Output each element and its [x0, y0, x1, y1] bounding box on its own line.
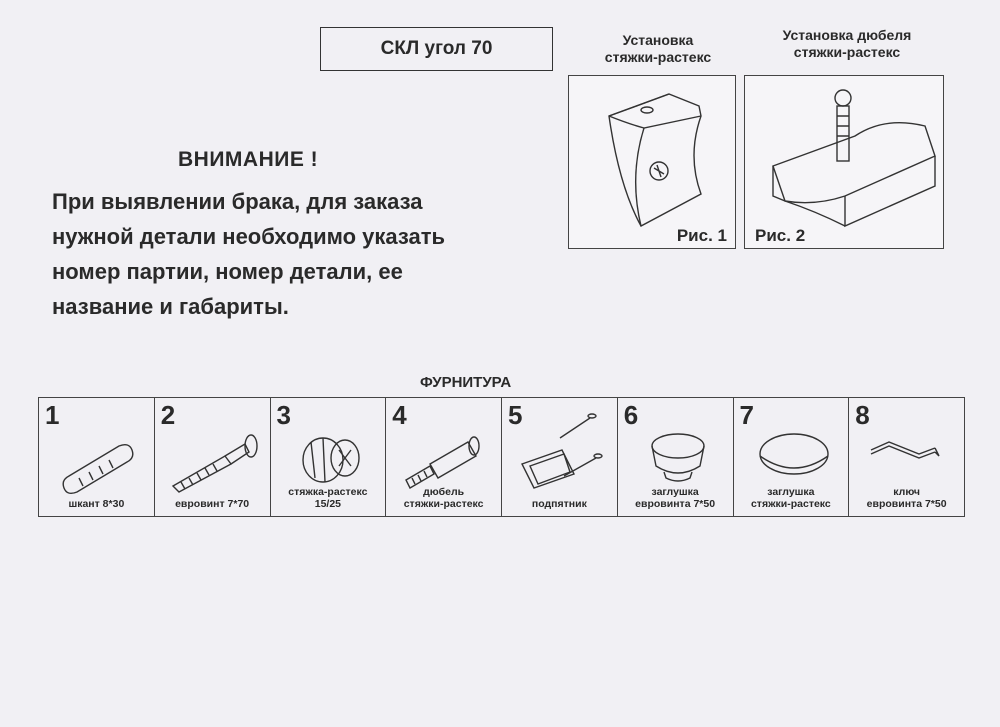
notice-line: название и габариты.: [52, 294, 289, 319]
fitting-item-cam-lock: [271, 398, 387, 516]
fitting-item-cam-cap: [734, 398, 850, 516]
fitting-item-cam-dowel: [386, 398, 502, 516]
notice-heading: ВНИМАНИЕ !: [178, 148, 319, 171]
fitting-number: 2: [160, 400, 176, 430]
fitting-label: заглушка евровинта 7*50: [635, 486, 716, 510]
document-title: [320, 27, 553, 71]
fitting-number: 7: [739, 400, 754, 430]
fitting-item-hex-key: [849, 398, 964, 516]
fitting-number: 6: [623, 400, 639, 430]
figure-2-caption: Установка дюбеля стяжки-растекс: [782, 27, 912, 60]
notice-body: [52, 184, 572, 324]
fitting-number: 1: [45, 400, 60, 430]
notice-line: При выявлении брака, для заказа: [52, 189, 423, 214]
fitting-label: стяжка-растекс 15/25: [288, 486, 368, 510]
fitting-label: дюбель стяжки-растекс: [403, 486, 484, 510]
figure-2-box: [744, 75, 944, 249]
fitting-label: ключ евровинта 7*50: [866, 486, 947, 510]
figure-1-caption: Установка стяжки-растекс: [604, 32, 712, 65]
figure-2-drawing: [745, 76, 945, 250]
fitting-item-glide: [502, 398, 618, 516]
figure-1-label: Рис. 1: [676, 226, 727, 245]
fittings-title: ФУРНИТУРА: [420, 374, 512, 391]
fittings-table: [38, 397, 965, 517]
fitting-number: 3: [276, 400, 291, 430]
fitting-number: 8: [855, 400, 870, 430]
fitting-number: 4: [392, 400, 407, 430]
figure-1-drawing: [569, 76, 737, 250]
fitting-label: евровинт 7*70: [175, 498, 250, 510]
fitting-number: 5: [508, 400, 523, 430]
fitting-label: подпятник: [531, 498, 587, 510]
fitting-item-dowel: [39, 398, 155, 516]
figure-2-label: Рис. 2: [755, 226, 806, 245]
fitting-label: шкант 8*30: [68, 498, 125, 510]
fitting-item-screw-cap: [618, 398, 734, 516]
figure-1-box: [568, 75, 736, 249]
fitting-item-euroscrew: [155, 398, 271, 516]
document-title-text: СКЛ угол 70: [380, 38, 493, 59]
fitting-label: заглушка стяжки-растекс: [750, 486, 831, 510]
notice-line: нужной детали необходимо указать: [52, 224, 446, 249]
notice-line: номер партии, номер детали, ее: [52, 259, 403, 284]
